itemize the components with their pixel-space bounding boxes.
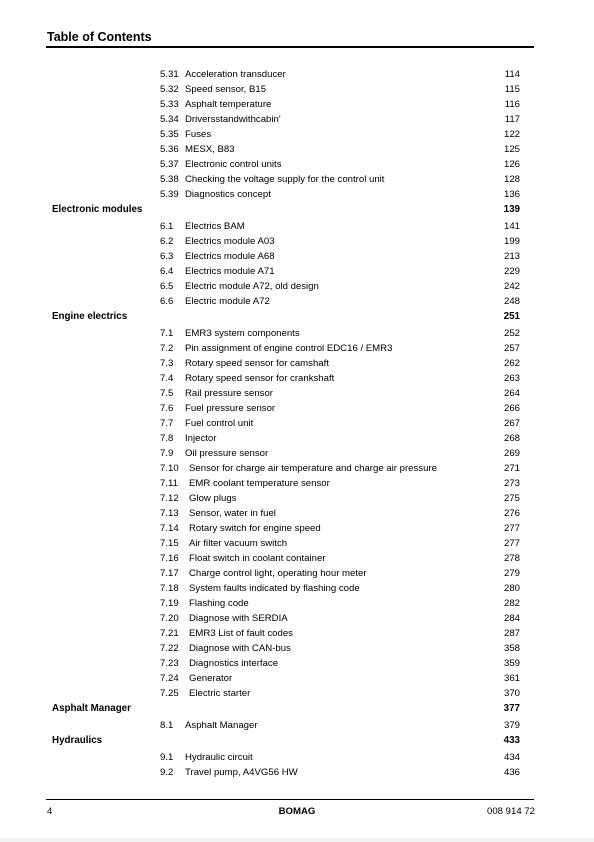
toc-entry-page: 267 bbox=[503, 418, 520, 429]
toc-entry[interactable] bbox=[0, 536, 594, 551]
toc-entry-title: EMR coolant temperature sensor bbox=[189, 478, 330, 489]
toc-entry[interactable] bbox=[0, 461, 594, 476]
toc-entry-number: 7.1 bbox=[160, 328, 174, 339]
toc-entry-page: 264 bbox=[503, 388, 520, 399]
toc-entry-page: 361 bbox=[503, 673, 520, 684]
page-edge bbox=[0, 838, 594, 842]
toc-entry-title: EMR3 system components bbox=[185, 328, 300, 339]
toc-entry-page: 125 bbox=[503, 144, 520, 155]
toc-entry[interactable] bbox=[0, 67, 594, 82]
toc-entry-number: 5.31 bbox=[160, 69, 179, 80]
toc-entry[interactable] bbox=[0, 416, 594, 431]
toc-entry[interactable] bbox=[0, 371, 594, 386]
toc-entry-page: 276 bbox=[503, 508, 520, 519]
toc-entry-number: 7.2 bbox=[160, 343, 174, 354]
toc-entry-title: Asphalt temperature bbox=[185, 99, 272, 110]
toc-entry-title: Diagnostics concept bbox=[185, 189, 271, 200]
toc-entry[interactable] bbox=[0, 686, 594, 701]
toc-entry[interactable] bbox=[0, 401, 594, 416]
toc-entry-title: Rotary speed sensor for crankshaft bbox=[185, 373, 335, 384]
toc-section[interactable] bbox=[0, 701, 594, 718]
toc-entry-number: 9.2 bbox=[160, 767, 174, 778]
toc-entry-page: 271 bbox=[503, 463, 520, 474]
toc-entry-page: 263 bbox=[503, 373, 520, 384]
toc-entry[interactable] bbox=[0, 596, 594, 611]
toc-entry-page: 141 bbox=[503, 221, 520, 232]
toc-entry-number: 7.25 bbox=[160, 688, 179, 699]
toc-entry[interactable] bbox=[0, 326, 594, 341]
toc-entry[interactable] bbox=[0, 521, 594, 536]
toc-entry-title: EMR3 List of fault codes bbox=[189, 628, 293, 639]
toc-entry[interactable] bbox=[0, 187, 594, 202]
toc-entry-page: 128 bbox=[503, 174, 520, 185]
toc-entry-title: Hydraulic circuit bbox=[185, 752, 253, 763]
toc-entry-page: 252 bbox=[503, 328, 520, 339]
toc-entry-title: Float switch in coolant container bbox=[189, 553, 326, 564]
toc-entry-page: 257 bbox=[503, 343, 520, 354]
toc-entry-number: 6.2 bbox=[160, 236, 174, 247]
toc-entry-page: 242 bbox=[503, 281, 520, 292]
toc-entry-number: 7.13 bbox=[160, 508, 179, 519]
toc-entry[interactable] bbox=[0, 172, 594, 187]
toc-entry-title: Diagnose with CAN-bus bbox=[189, 643, 291, 654]
toc-entry-number: 7.12 bbox=[160, 493, 179, 504]
toc-entry-page: 279 bbox=[503, 568, 520, 579]
toc-entry[interactable] bbox=[0, 750, 594, 765]
toc-entry-title: Glow plugs bbox=[189, 493, 237, 504]
toc-entry[interactable] bbox=[0, 127, 594, 142]
toc-entry-title: Injector bbox=[185, 433, 217, 444]
toc-entry-number: 5.35 bbox=[160, 129, 179, 140]
toc-entry[interactable] bbox=[0, 279, 594, 294]
toc-entry[interactable] bbox=[0, 142, 594, 157]
toc-entry-title: Diagnose with SERDIA bbox=[189, 613, 288, 624]
toc-entry-number: 6.3 bbox=[160, 251, 174, 262]
toc-section-title: Engine electrics bbox=[52, 311, 128, 322]
toc-entry-page: 213 bbox=[503, 251, 520, 262]
toc-entry-number: 8.1 bbox=[160, 720, 174, 731]
toc-entry[interactable] bbox=[0, 386, 594, 401]
toc-entry[interactable] bbox=[0, 656, 594, 671]
toc-entry-number: 7.22 bbox=[160, 643, 179, 654]
toc-entry-number: 7.9 bbox=[160, 448, 174, 459]
toc-entry-title: Rotary switch for engine speed bbox=[189, 523, 321, 534]
toc-entry-page: 434 bbox=[503, 752, 520, 763]
toc-entry-number: 7.17 bbox=[160, 568, 179, 579]
toc-entry-number: 7.11 bbox=[160, 478, 178, 489]
toc-entry-title: Checking the voltage supply for the control unit bbox=[185, 174, 385, 185]
toc-list bbox=[0, 67, 594, 780]
toc-entry-number: 7.8 bbox=[160, 433, 174, 444]
toc-entry[interactable] bbox=[0, 566, 594, 581]
toc-entry-page: 273 bbox=[503, 478, 520, 489]
toc-entry-title: Electric starter bbox=[189, 688, 251, 699]
toc-entry[interactable] bbox=[0, 431, 594, 446]
toc-entry-number: 7.6 bbox=[160, 403, 174, 414]
toc-entry-number: 7.23 bbox=[160, 658, 179, 669]
toc-entry-page: 370 bbox=[503, 688, 520, 699]
toc-entry-page: 436 bbox=[503, 767, 520, 778]
toc-entry-title: Electric module A72, old design bbox=[185, 281, 319, 292]
toc-entry-title: Generator bbox=[189, 673, 233, 684]
toc-entry-number: 7.16 bbox=[160, 553, 179, 564]
toc-entry-title: Asphalt Manager bbox=[185, 720, 258, 731]
toc-section-title: Asphalt Manager bbox=[52, 703, 131, 714]
toc-entry-number: 5.37 bbox=[160, 159, 179, 170]
toc-entry-title: Electrics module A68 bbox=[185, 251, 275, 262]
toc-section-title: Hydraulics bbox=[52, 735, 103, 746]
toc-entry[interactable] bbox=[0, 112, 594, 127]
toc-entry-number: 6.6 bbox=[160, 296, 174, 307]
toc-section-page: 433 bbox=[503, 735, 520, 746]
toc-entry[interactable] bbox=[0, 234, 594, 249]
toc-section-title: Electronic modules bbox=[52, 204, 143, 215]
toc-entry-page: 275 bbox=[503, 493, 520, 504]
toc-entry-page: 248 bbox=[503, 296, 520, 307]
toc-entry[interactable] bbox=[0, 356, 594, 371]
header-rule bbox=[46, 46, 534, 48]
footer-rule bbox=[46, 799, 534, 800]
toc-entry-number: 5.32 bbox=[160, 84, 179, 95]
toc-entry-title: Electrics BAM bbox=[185, 221, 245, 232]
toc-entry-title: Sensor, water in fuel bbox=[189, 508, 276, 519]
toc-entry-number: 7.10 bbox=[160, 463, 179, 474]
toc-entry-title: System faults indicated by flashing code bbox=[189, 583, 360, 594]
toc-entry-title: Electric module A72 bbox=[185, 296, 270, 307]
toc-entry-page: 268 bbox=[503, 433, 520, 444]
toc-entry-number: 7.3 bbox=[160, 358, 174, 369]
toc-entry-page: 115 bbox=[504, 84, 520, 95]
footer-brand: BOMAG bbox=[278, 806, 316, 817]
toc-entry[interactable] bbox=[0, 294, 594, 309]
toc-entry-title: Electronic control units bbox=[185, 159, 282, 170]
toc-entry[interactable] bbox=[0, 581, 594, 596]
toc-entry-title: Electrics module A03 bbox=[185, 236, 275, 247]
toc-entry-number: 7.15 bbox=[160, 538, 179, 549]
toc-entry-title: Driversstandwithcabin' bbox=[185, 114, 281, 125]
toc-entry-page: 287 bbox=[503, 628, 520, 639]
toc-entry-number: 7.14 bbox=[160, 523, 179, 534]
toc-entry-number: 5.39 bbox=[160, 189, 179, 200]
toc-entry[interactable] bbox=[0, 97, 594, 112]
toc-entry-title: Electrics module A71 bbox=[185, 266, 275, 277]
toc-entry-page: 277 bbox=[503, 538, 520, 549]
toc-entry-page: 122 bbox=[503, 129, 520, 140]
toc-entry-page: 136 bbox=[503, 189, 520, 200]
toc-entry-title: Acceleration transducer bbox=[185, 69, 286, 80]
toc-entry-number: 5.38 bbox=[160, 174, 179, 185]
toc-entry-number: 6.4 bbox=[160, 266, 174, 277]
toc-section-page: 377 bbox=[503, 703, 520, 714]
footer-page-number: 4 bbox=[47, 806, 53, 817]
toc-entry-page: 282 bbox=[503, 598, 520, 609]
toc-entry[interactable] bbox=[0, 82, 594, 97]
toc-entry-number: 5.33 bbox=[160, 99, 179, 110]
toc-entry[interactable] bbox=[0, 219, 594, 234]
toc-entry-title: Fuel pressure sensor bbox=[185, 403, 276, 414]
toc-entry-page: 379 bbox=[503, 720, 520, 731]
toc-entry-title: Oil pressure sensor bbox=[185, 448, 269, 459]
toc-entry[interactable] bbox=[0, 611, 594, 626]
toc-entry-page: 117 bbox=[504, 114, 520, 125]
toc-entry-page: 278 bbox=[503, 553, 520, 564]
toc-entry-title: Flashing code bbox=[189, 598, 249, 609]
toc-entry-title: Speed sensor, B15 bbox=[185, 84, 267, 95]
toc-entry-number: 6.5 bbox=[160, 281, 174, 292]
toc-entry-title: Fuel control unit bbox=[185, 418, 254, 429]
toc-entry-number: 6.1 bbox=[160, 221, 174, 232]
toc-entry-number: 9.1 bbox=[160, 752, 174, 763]
toc-entry[interactable] bbox=[0, 446, 594, 461]
toc-entry[interactable] bbox=[0, 506, 594, 521]
toc-entry[interactable] bbox=[0, 491, 594, 506]
toc-entry-title: MESX, B83 bbox=[185, 144, 235, 155]
toc-entry-page: 280 bbox=[503, 583, 520, 594]
toc-entry-number: 7.20 bbox=[160, 613, 179, 624]
toc-entry-title: Diagnostics interface bbox=[189, 658, 279, 669]
toc-entry[interactable] bbox=[0, 718, 594, 733]
toc-entry-page: 199 bbox=[503, 236, 520, 247]
toc-entry-number: 7.18 bbox=[160, 583, 179, 594]
toc-entry-page: 266 bbox=[503, 403, 520, 414]
toc-entry[interactable] bbox=[0, 551, 594, 566]
toc-section[interactable] bbox=[0, 733, 594, 750]
toc-section[interactable] bbox=[0, 202, 594, 219]
toc-entry-title: Rail pressure sensor bbox=[185, 388, 273, 399]
toc-entry-page: 277 bbox=[503, 523, 520, 534]
toc-entry-page: 126 bbox=[503, 159, 520, 170]
toc-entry[interactable] bbox=[0, 671, 594, 686]
toc-entry-title: Travel pump, A4VG56 HW bbox=[185, 767, 298, 778]
toc-entry-page: 114 bbox=[504, 69, 520, 80]
toc-entry-number: 5.34 bbox=[160, 114, 179, 125]
toc-entry[interactable] bbox=[0, 341, 594, 356]
toc-section-page: 139 bbox=[503, 204, 520, 215]
toc-entry-page: 269 bbox=[503, 448, 520, 459]
footer-doc-number: 008 914 72 bbox=[486, 806, 535, 817]
toc-entry[interactable] bbox=[0, 264, 594, 279]
toc-entry-title: Air filter vacuum switch bbox=[189, 538, 288, 549]
toc-entry-title: Pin assignment of engine control EDC16 / EMR3 bbox=[185, 343, 393, 354]
toc-entry-page: 284 bbox=[503, 613, 520, 624]
toc-entry-number: 7.5 bbox=[160, 388, 174, 399]
toc-entry-number: 7.7 bbox=[160, 418, 174, 429]
toc-entry-title: Rotary speed sensor for camshaft bbox=[185, 358, 329, 369]
toc-entry-title: Sensor for charge air temperature and charge air pressure bbox=[189, 463, 437, 474]
toc-entry-page: 262 bbox=[503, 358, 520, 369]
toc-entry-number: 7.4 bbox=[160, 373, 174, 384]
toc-entry[interactable] bbox=[0, 249, 594, 264]
toc-entry-number: 5.36 bbox=[160, 144, 179, 155]
toc-section[interactable] bbox=[0, 309, 594, 326]
toc-entry-number: 7.24 bbox=[160, 673, 179, 684]
toc-entry-number: 7.19 bbox=[160, 598, 179, 609]
toc-entry-page: 116 bbox=[504, 99, 520, 110]
toc-entry-page: 358 bbox=[503, 643, 520, 654]
toc-entry-page: 229 bbox=[503, 266, 520, 277]
toc-entry[interactable] bbox=[0, 157, 594, 172]
toc-entry-title: Charge control light, operating hour meter bbox=[189, 568, 367, 579]
toc-section-page: 251 bbox=[503, 311, 520, 322]
page-title: Table of Contents bbox=[47, 30, 152, 44]
toc-entry[interactable] bbox=[0, 641, 594, 656]
toc-entry-number: 7.21 bbox=[160, 628, 179, 639]
toc-entry[interactable] bbox=[0, 626, 594, 641]
toc-entry[interactable] bbox=[0, 765, 594, 780]
toc-entry[interactable] bbox=[0, 476, 594, 491]
toc-entry-page: 359 bbox=[503, 658, 520, 669]
toc-entry-title: Fuses bbox=[185, 129, 212, 140]
